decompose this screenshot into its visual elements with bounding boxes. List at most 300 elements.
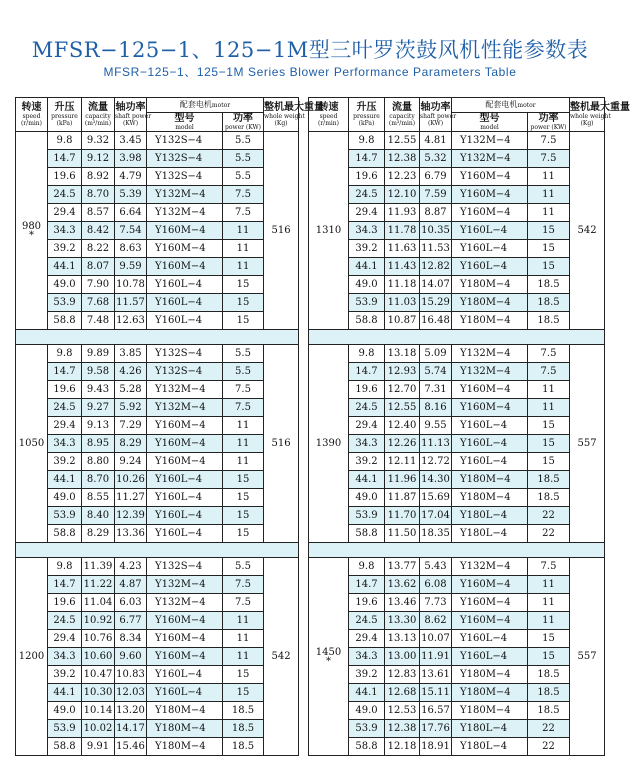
capacity-cell: 8.22 xyxy=(82,240,115,258)
motor-model-cell: Y160L−4 xyxy=(452,630,528,648)
shaft-power-cell: 7.31 xyxy=(420,381,452,399)
motor-model-cell: Y132M−4 xyxy=(147,204,223,222)
motor-power-cell: 5.5 xyxy=(223,363,264,381)
motor-power-cell: 18.5 xyxy=(528,276,570,294)
motor-power-cell: 15 xyxy=(223,666,264,684)
pressure-cell: 19.6 xyxy=(48,168,82,186)
motor-power-cell: 7.5 xyxy=(223,576,264,594)
motor-model-cell: Y160L−4 xyxy=(147,294,223,312)
motor-model-cell: Y132S−4 xyxy=(147,558,223,576)
table-row xyxy=(309,417,605,435)
shaft-power-cell: 11.53 xyxy=(420,240,452,258)
capacity-cell: 11.50 xyxy=(385,525,420,543)
shaft-power-cell: 10.78 xyxy=(115,276,147,294)
speed-cell: 1390 xyxy=(309,345,349,543)
table-row xyxy=(16,666,299,684)
shaft-power-cell: 6.08 xyxy=(420,576,452,594)
pressure-cell: 14.7 xyxy=(349,150,385,168)
capacity-cell: 12.70 xyxy=(385,381,420,399)
weight-cell: 542 xyxy=(570,132,605,330)
capacity-cell: 9.13 xyxy=(82,417,115,435)
motor-model-cell: Y180M−4 xyxy=(452,312,528,330)
table-row xyxy=(16,525,299,543)
shaft-power-cell: 4.26 xyxy=(115,363,147,381)
shaft-power-cell: 10.26 xyxy=(115,471,147,489)
shaft-power-cell: 7.29 xyxy=(115,417,147,435)
capacity-cell: 7.68 xyxy=(82,294,115,312)
shaft-power-cell: 16.57 xyxy=(420,702,452,720)
group-separator xyxy=(16,330,299,345)
header-shaft-power: 轴功率 shaft power (KW) xyxy=(115,98,147,132)
motor-model-cell: Y132S−4 xyxy=(147,150,223,168)
capacity-cell: 11.70 xyxy=(385,507,420,525)
motor-power-cell: 15 xyxy=(528,222,570,240)
table-row xyxy=(309,222,605,240)
motor-power-cell: 18.5 xyxy=(528,489,570,507)
shaft-power-cell: 15.46 xyxy=(115,738,147,756)
performance-table-left xyxy=(15,97,325,756)
capacity-cell: 9.58 xyxy=(82,363,115,381)
motor-power-cell: 18.5 xyxy=(528,684,570,702)
group-separator xyxy=(309,330,605,345)
table-row xyxy=(309,576,605,594)
pressure-cell: 19.6 xyxy=(48,381,82,399)
motor-power-cell: 11 xyxy=(223,417,264,435)
table-row xyxy=(16,258,299,276)
pressure-cell: 53.9 xyxy=(349,294,385,312)
page-subtitle: MFSR−125−1、125−1M Series Blower Performance Parameters Table xyxy=(103,65,517,79)
motor-model-cell: Y160L−4 xyxy=(147,489,223,507)
shaft-power-cell: 6.79 xyxy=(420,168,452,186)
pressure-cell: 29.4 xyxy=(48,204,82,222)
motor-power-cell: 22 xyxy=(528,720,570,738)
shaft-power-cell: 10.07 xyxy=(420,630,452,648)
header-motor-power: 功率 power (KW) xyxy=(223,113,264,132)
header-capacity: 流量 capacity (m³/min) xyxy=(385,98,420,132)
shaft-power-cell: 12.72 xyxy=(420,453,452,471)
shaft-power-cell: 6.64 xyxy=(115,204,147,222)
motor-model-cell: Y180L−4 xyxy=(452,525,528,543)
table-row xyxy=(16,702,299,720)
weight-cell: 516 xyxy=(264,132,299,330)
motor-model-cell: Y160M−4 xyxy=(147,630,223,648)
header-shaft-power: 轴功率 shaft power (KW) xyxy=(420,98,452,132)
capacity-cell: 12.68 xyxy=(385,684,420,702)
motor-power-cell: 15 xyxy=(528,435,570,453)
capacity-cell: 9.27 xyxy=(82,399,115,417)
shaft-power-cell: 13.61 xyxy=(420,666,452,684)
capacity-cell: 8.95 xyxy=(82,435,115,453)
shaft-power-cell: 15.69 xyxy=(420,489,452,507)
motor-power-cell: 7.5 xyxy=(528,150,570,168)
table-row xyxy=(16,435,299,453)
shaft-power-cell: 9.55 xyxy=(420,417,452,435)
motor-model-cell: Y132M−4 xyxy=(452,345,528,363)
shaft-power-cell: 5.39 xyxy=(115,186,147,204)
pressure-cell: 34.3 xyxy=(349,435,385,453)
motor-model-cell: Y180M−4 xyxy=(452,471,528,489)
motor-power-cell: 22 xyxy=(528,738,570,756)
motor-power-cell: 15 xyxy=(223,276,264,294)
shaft-power-cell: 8.29 xyxy=(115,435,147,453)
motor-model-cell: Y160M−4 xyxy=(452,204,528,222)
motor-power-cell: 18.5 xyxy=(528,312,570,330)
pressure-cell: 34.3 xyxy=(48,222,82,240)
motor-power-cell: 11 xyxy=(528,399,570,417)
shaft-power-cell: 9.59 xyxy=(115,258,147,276)
pressure-cell: 44.1 xyxy=(48,258,82,276)
table-row xyxy=(309,594,605,612)
motor-model-cell: Y180M−4 xyxy=(452,489,528,507)
shaft-power-cell: 5.74 xyxy=(420,363,452,381)
table-row xyxy=(309,738,605,756)
motor-power-cell: 11 xyxy=(528,186,570,204)
motor-power-cell: 22 xyxy=(528,525,570,543)
capacity-cell: 11.18 xyxy=(385,276,420,294)
table-row xyxy=(16,507,299,525)
weight-cell: 557 xyxy=(570,558,605,756)
table-row xyxy=(16,648,299,666)
capacity-cell: 12.10 xyxy=(385,186,420,204)
table-row xyxy=(309,132,605,150)
table-row xyxy=(16,363,299,381)
motor-model-cell: Y160L−4 xyxy=(147,525,223,543)
pressure-cell: 14.7 xyxy=(48,363,82,381)
capacity-cell: 10.30 xyxy=(82,684,115,702)
table-row xyxy=(16,345,299,363)
motor-model-cell: Y180L−4 xyxy=(452,720,528,738)
shaft-power-cell: 16.48 xyxy=(420,312,452,330)
motor-power-cell: 15 xyxy=(223,471,264,489)
motor-model-cell: Y180M−4 xyxy=(452,276,528,294)
capacity-cell: 10.02 xyxy=(82,720,115,738)
shaft-power-cell: 17.76 xyxy=(420,720,452,738)
shaft-power-cell: 8.63 xyxy=(115,240,147,258)
capacity-cell: 8.70 xyxy=(82,471,115,489)
shaft-power-cell: 12.39 xyxy=(115,507,147,525)
shaft-power-cell: 4.81 xyxy=(420,132,452,150)
weight-cell: 542 xyxy=(264,558,299,756)
table-row xyxy=(309,684,605,702)
pressure-cell: 34.3 xyxy=(349,222,385,240)
capacity-cell: 13.18 xyxy=(385,345,420,363)
shaft-power-cell: 3.98 xyxy=(115,150,147,168)
motor-model-cell: Y180M−4 xyxy=(147,702,223,720)
motor-power-cell: 15 xyxy=(528,258,570,276)
table-row xyxy=(309,276,605,294)
capacity-cell: 9.12 xyxy=(82,150,115,168)
pressure-cell: 39.2 xyxy=(349,453,385,471)
table-row xyxy=(16,720,299,738)
pressure-cell: 29.4 xyxy=(349,417,385,435)
pressure-cell: 19.6 xyxy=(349,381,385,399)
motor-power-cell: 11 xyxy=(528,168,570,186)
shaft-power-cell: 8.62 xyxy=(420,612,452,630)
motor-model-cell: Y160M−4 xyxy=(147,453,223,471)
motor-power-cell: 7.5 xyxy=(528,558,570,576)
capacity-cell: 9.91 xyxy=(82,738,115,756)
table-row xyxy=(309,363,605,381)
header-model: 型号 model xyxy=(452,113,528,132)
motor-model-cell: Y160L−4 xyxy=(452,240,528,258)
motor-power-cell: 5.5 xyxy=(223,168,264,186)
motor-power-cell: 15 xyxy=(223,312,264,330)
capacity-cell: 10.92 xyxy=(82,612,115,630)
capacity-cell: 8.42 xyxy=(82,222,115,240)
capacity-cell: 12.23 xyxy=(385,168,420,186)
capacity-cell: 13.13 xyxy=(385,630,420,648)
table-row xyxy=(309,630,605,648)
motor-model-cell: Y132M−4 xyxy=(147,399,223,417)
shaft-power-cell: 9.24 xyxy=(115,453,147,471)
table-row xyxy=(16,630,299,648)
speed-cell: 1050 xyxy=(16,345,48,543)
pressure-cell: 49.0 xyxy=(48,276,82,294)
table-row xyxy=(309,312,605,330)
motor-power-cell: 11 xyxy=(223,612,264,630)
header-speed: 转速 speed (r/min) xyxy=(16,98,48,132)
shaft-power-cell: 8.16 xyxy=(420,399,452,417)
motor-power-cell: 7.5 xyxy=(223,594,264,612)
motor-power-cell: 7.5 xyxy=(223,399,264,417)
header-pressure: 升压 pressure (kPa) xyxy=(48,98,82,132)
shaft-power-cell: 11.57 xyxy=(115,294,147,312)
motor-model-cell: Y160M−4 xyxy=(452,594,528,612)
motor-model-cell: Y160L−4 xyxy=(147,684,223,702)
shaft-power-cell: 4.87 xyxy=(115,576,147,594)
capacity-cell: 13.00 xyxy=(385,648,420,666)
pressure-cell: 9.8 xyxy=(349,345,385,363)
pressure-cell: 53.9 xyxy=(48,294,82,312)
capacity-cell: 10.60 xyxy=(82,648,115,666)
capacity-cell: 12.55 xyxy=(385,399,420,417)
motor-power-cell: 18.5 xyxy=(528,471,570,489)
shaft-power-cell: 5.43 xyxy=(420,558,452,576)
capacity-cell: 10.87 xyxy=(385,312,420,330)
motor-power-cell: 15 xyxy=(528,453,570,471)
table-row xyxy=(16,204,299,222)
table-row xyxy=(309,720,605,738)
motor-power-cell: 18.5 xyxy=(223,702,264,720)
motor-power-cell: 7.5 xyxy=(528,132,570,150)
pressure-cell: 29.4 xyxy=(349,204,385,222)
capacity-cell: 11.63 xyxy=(385,240,420,258)
shaft-power-cell: 14.17 xyxy=(115,720,147,738)
motor-model-cell: Y180M−4 xyxy=(452,666,528,684)
capacity-cell: 11.96 xyxy=(385,471,420,489)
speed-cell: 1310 xyxy=(309,132,349,330)
motor-power-cell: 5.5 xyxy=(223,345,264,363)
motor-model-cell: Y180M−4 xyxy=(147,720,223,738)
motor-model-cell: Y160M−4 xyxy=(147,417,223,435)
capacity-cell: 13.46 xyxy=(385,594,420,612)
header-motor-power: 功率 power (KW) xyxy=(528,113,570,132)
shaft-power-cell: 14.07 xyxy=(420,276,452,294)
pressure-cell: 9.8 xyxy=(48,558,82,576)
motor-power-cell: 18.5 xyxy=(223,720,264,738)
pressure-cell: 24.5 xyxy=(349,399,385,417)
motor-model-cell: Y160M−4 xyxy=(452,168,528,186)
motor-model-cell: Y132M−4 xyxy=(147,594,223,612)
motor-model-cell: Y132M−4 xyxy=(452,150,528,168)
capacity-cell: 12.40 xyxy=(385,417,420,435)
table-row xyxy=(16,132,299,150)
table-row xyxy=(16,558,299,576)
motor-power-cell: 15 xyxy=(223,525,264,543)
pressure-cell: 58.8 xyxy=(349,312,385,330)
motor-model-cell: Y132M−4 xyxy=(147,186,223,204)
page-title: MFSR−125−1、125−1M型三叶罗茨鼓风机性能参数表 xyxy=(31,38,589,62)
motor-model-cell: Y132S−4 xyxy=(147,168,223,186)
table-row xyxy=(309,666,605,684)
pressure-cell: 34.3 xyxy=(48,435,82,453)
table-row xyxy=(309,648,605,666)
motor-model-cell: Y160L−4 xyxy=(452,648,528,666)
table-row xyxy=(16,594,299,612)
speed-cell: 1450 * xyxy=(309,558,349,756)
pressure-cell: 49.0 xyxy=(349,702,385,720)
pressure-cell: 53.9 xyxy=(48,507,82,525)
capacity-cell: 10.14 xyxy=(82,702,115,720)
motor-model-cell: Y160M−4 xyxy=(147,612,223,630)
pressure-cell: 39.2 xyxy=(349,666,385,684)
capacity-cell: 11.22 xyxy=(82,576,115,594)
shaft-power-cell: 7.73 xyxy=(420,594,452,612)
capacity-cell: 13.62 xyxy=(385,576,420,594)
table-row xyxy=(16,312,299,330)
table-row xyxy=(309,294,605,312)
shaft-power-cell: 12.82 xyxy=(420,258,452,276)
table-row xyxy=(16,576,299,594)
shaft-power-cell: 9.60 xyxy=(115,648,147,666)
pressure-cell: 49.0 xyxy=(349,489,385,507)
weight-cell: 516 xyxy=(264,345,299,543)
motor-model-cell: Y160L−4 xyxy=(147,507,223,525)
pressure-cell: 34.3 xyxy=(48,648,82,666)
motor-model-cell: Y160M−4 xyxy=(147,258,223,276)
header-pressure: 升压 pressure (kPa) xyxy=(349,98,385,132)
motor-power-cell: 11 xyxy=(528,612,570,630)
group-separator xyxy=(309,543,605,558)
pressure-cell: 9.8 xyxy=(48,132,82,150)
table-row xyxy=(16,168,299,186)
table-row xyxy=(16,453,299,471)
pressure-cell: 14.7 xyxy=(48,576,82,594)
pressure-cell: 58.8 xyxy=(48,738,82,756)
motor-power-cell: 18.5 xyxy=(528,666,570,684)
motor-model-cell: Y160M−4 xyxy=(452,399,528,417)
motor-model-cell: Y160L−4 xyxy=(452,258,528,276)
table-row xyxy=(309,240,605,258)
table-row xyxy=(309,471,605,489)
motor-model-cell: Y160M−4 xyxy=(452,576,528,594)
motor-model-cell: Y132S−4 xyxy=(147,132,223,150)
header-capacity: 流量 capacity (m³/min) xyxy=(82,98,115,132)
motor-power-cell: 7.5 xyxy=(223,204,264,222)
shaft-power-cell: 7.54 xyxy=(115,222,147,240)
motor-power-cell: 11 xyxy=(223,435,264,453)
table-row xyxy=(309,702,605,720)
pressure-cell: 9.8 xyxy=(349,558,385,576)
motor-model-cell: Y180M−4 xyxy=(452,702,528,720)
pressure-cell: 14.7 xyxy=(349,363,385,381)
capacity-cell: 9.89 xyxy=(82,345,115,363)
table-row xyxy=(16,612,299,630)
shaft-power-cell: 11.27 xyxy=(115,489,147,507)
table-row xyxy=(309,150,605,168)
motor-power-cell: 15 xyxy=(223,507,264,525)
pressure-cell: 53.9 xyxy=(349,507,385,525)
motor-model-cell: Y180L−4 xyxy=(452,738,528,756)
table-row xyxy=(309,489,605,507)
capacity-cell: 12.83 xyxy=(385,666,420,684)
motor-power-cell: 11 xyxy=(223,648,264,666)
motor-model-cell: Y132S−4 xyxy=(147,363,223,381)
header-model: 型号 model xyxy=(147,113,223,132)
motor-model-cell: Y160M−4 xyxy=(147,222,223,240)
pressure-cell: 39.2 xyxy=(48,240,82,258)
table-row xyxy=(309,507,605,525)
pressure-cell: 58.8 xyxy=(48,312,82,330)
pressure-cell: 53.9 xyxy=(48,720,82,738)
pressure-cell: 24.5 xyxy=(48,612,82,630)
capacity-cell: 12.93 xyxy=(385,363,420,381)
motor-model-cell: Y160L−4 xyxy=(452,417,528,435)
capacity-cell: 8.92 xyxy=(82,168,115,186)
shaft-power-cell: 11.91 xyxy=(420,648,452,666)
motor-power-cell: 15 xyxy=(528,240,570,258)
capacity-cell: 10.47 xyxy=(82,666,115,684)
motor-power-cell: 11 xyxy=(528,594,570,612)
capacity-cell: 11.03 xyxy=(385,294,420,312)
shaft-power-cell: 8.87 xyxy=(420,204,452,222)
motor-power-cell: 22 xyxy=(528,507,570,525)
motor-power-cell: 18.5 xyxy=(528,294,570,312)
capacity-cell: 8.70 xyxy=(82,186,115,204)
shaft-power-cell: 6.77 xyxy=(115,612,147,630)
table-row xyxy=(16,276,299,294)
motor-power-cell: 15 xyxy=(528,630,570,648)
motor-power-cell: 18.5 xyxy=(528,702,570,720)
capacity-cell: 7.48 xyxy=(82,312,115,330)
motor-model-cell: Y132M−4 xyxy=(452,132,528,150)
pressure-cell: 44.1 xyxy=(48,471,82,489)
table-row xyxy=(16,684,299,702)
shaft-power-cell: 5.09 xyxy=(420,345,452,363)
pressure-cell: 14.7 xyxy=(48,150,82,168)
motor-model-cell: Y160L−4 xyxy=(147,276,223,294)
table-row xyxy=(309,435,605,453)
motor-model-cell: Y160L−4 xyxy=(452,453,528,471)
pressure-cell: 39.2 xyxy=(48,453,82,471)
capacity-cell: 8.40 xyxy=(82,507,115,525)
capacity-cell: 12.55 xyxy=(385,132,420,150)
pressure-cell: 44.1 xyxy=(349,258,385,276)
capacity-cell: 12.11 xyxy=(385,453,420,471)
motor-power-cell: 18.5 xyxy=(223,738,264,756)
motor-model-cell: Y132M−4 xyxy=(147,381,223,399)
motor-model-cell: Y132M−4 xyxy=(147,576,223,594)
pressure-cell: 49.0 xyxy=(349,276,385,294)
motor-model-cell: Y160L−4 xyxy=(452,435,528,453)
pressure-cell: 29.4 xyxy=(48,630,82,648)
motor-power-cell: 11 xyxy=(223,630,264,648)
motor-power-cell: 11 xyxy=(223,240,264,258)
shaft-power-cell: 11.13 xyxy=(420,435,452,453)
motor-model-cell: Y160M−4 xyxy=(147,435,223,453)
motor-model-cell: Y160M−4 xyxy=(452,186,528,204)
motor-power-cell: 5.5 xyxy=(223,558,264,576)
